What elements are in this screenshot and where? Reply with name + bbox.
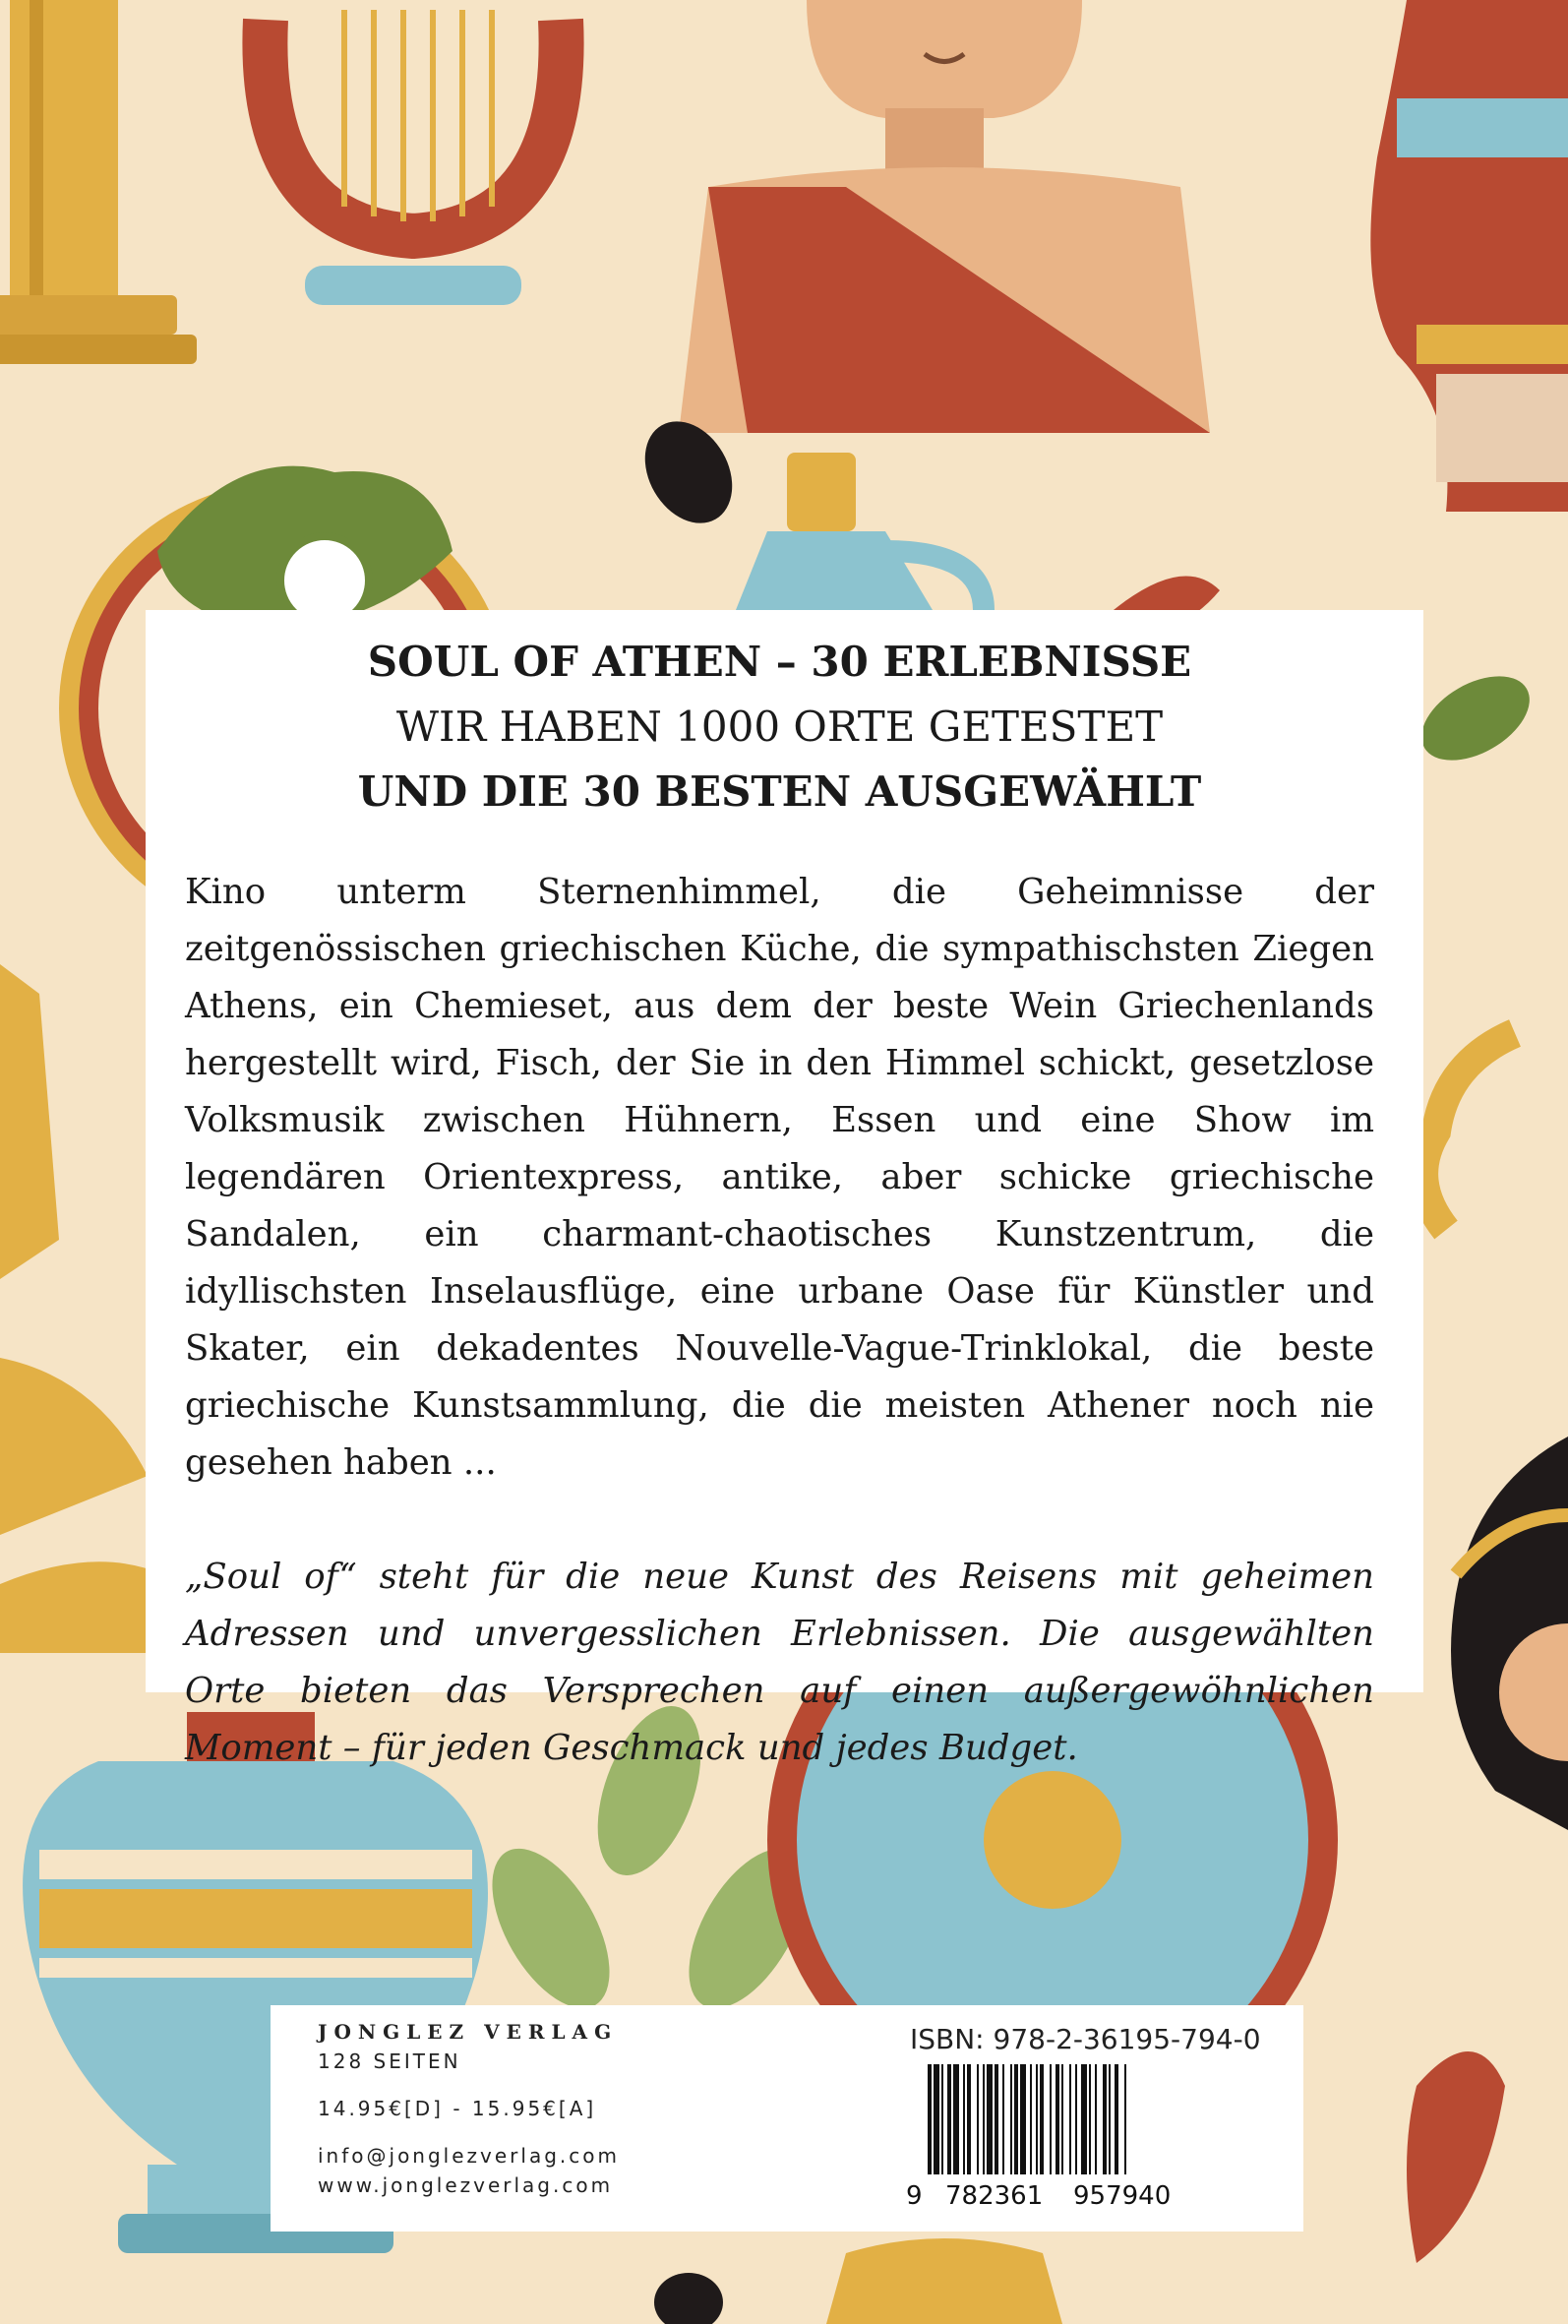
publisher-details	[318, 2017, 620, 2200]
barcode-bar	[987, 2064, 993, 2174]
barcode-bar	[967, 2064, 971, 2174]
barcode-bar	[947, 2064, 951, 2174]
helmet-illustration	[0, 964, 148, 1535]
oil-bottle-illustration	[728, 453, 984, 630]
barcode-bar	[1050, 2064, 1052, 2174]
barcode-bar	[1095, 2064, 1097, 2174]
barcode-group-right: 957940	[1073, 2181, 1172, 2211]
headline-subtitle: WIR HABEN 1000 ORTE GETESTET	[395, 703, 1164, 751]
woman-illustration	[1451, 1437, 1568, 1830]
barcode-bar	[1109, 2064, 1111, 2174]
barcode-bar	[1081, 2064, 1087, 2174]
barcode-digit-first: 9	[906, 2181, 923, 2211]
headline-subtitle-bold: UND DIE 30 BESTEN AUSGEWÄHLT	[357, 767, 1202, 816]
barcode-bar	[1010, 2064, 1012, 2174]
publisher-website: www.jonglezverlag.com	[318, 2173, 614, 2197]
isbn-barcode	[906, 2064, 1201, 2212]
publisher-name: JONGLEZ VERLAG	[318, 2020, 619, 2044]
barcode-bar	[1030, 2064, 1032, 2174]
barcode-bar	[953, 2064, 959, 2174]
barcode-bar	[977, 2064, 979, 2174]
barcode-bar	[1061, 2064, 1063, 2174]
barcode-bar	[995, 2064, 998, 2174]
bust-illustration	[679, 0, 1210, 433]
barcode-bar	[1020, 2064, 1026, 2174]
barcode-bar	[963, 2064, 965, 2174]
leaf-illustration-2	[1407, 2051, 1505, 2263]
barcode-bar	[1036, 2064, 1038, 2174]
description-text: Kino unterm Sternenhimmel, die Geheimnisse der zeitgenössischen griechischen Küche, die sympathischsten Ziegen Athens, ein Chemieset, aus dem der beste Wein Griechenlands hergestellt wird, Fisch, der Sie in den Himmel schickt, gesetzlose Volksmusik zwischen Hühnern, Essen und eine Show im legendären Orientexpress, antike, aber schicke griechische Sandalen, ein charmant-chaotisches Kunstzentrum, die idyllischsten Inselausflüge, eine urbane Oase für Künstler und Skater, ein dekadentes Nouvelle-Vague-Trinklokal, die beste griechische Kunstsammlung, die die meisten Athener noch nie gesehen haben ...	[185, 872, 1374, 1483]
barcode-bar	[1115, 2064, 1118, 2174]
publisher-info-box	[271, 2005, 1303, 2232]
olive-illustration-2	[654, 2273, 723, 2324]
barcode-bar	[941, 2064, 943, 2174]
barcode-bar	[1069, 2064, 1071, 2174]
barcode-bar	[1075, 2064, 1077, 2174]
barcode-bar	[1014, 2064, 1018, 2174]
barcode-bar	[1124, 2064, 1126, 2174]
barcode-group-left: 782361	[945, 2181, 1044, 2211]
barcode-bar	[934, 2064, 939, 2174]
headline-title: SOUL OF ATHEN – 30 ERLEBNISSE	[367, 638, 1192, 686]
back-cover-text-panel	[146, 610, 1423, 1768]
barcode-bar	[1089, 2064, 1091, 2174]
barcode-bar	[928, 2064, 932, 2174]
vase-illustration	[1370, 0, 1568, 512]
head-illustration	[826, 2238, 1062, 2324]
price: 14.95€[D] - 15.95€[A]	[318, 2097, 597, 2120]
tagline-text: „Soul of“ steht für die neue Kunst des Reisens mit geheimen Adressen und unvergesslichen Erlebnissen. Die ausgewählten Orte bieten das Versprechen auf einen außergewöhnlichen Moment – für jeden Geschmack und jedes Budget.	[185, 1557, 1374, 1768]
isbn-label: ISBN: 978-2-36195-794-0	[910, 2023, 1261, 2055]
barcode-bar	[1103, 2064, 1107, 2174]
page-count: 128 SEITEN	[318, 2049, 461, 2073]
lyre-illustration	[265, 10, 561, 305]
barcode-bar	[983, 2064, 985, 2174]
barcode-bar	[1002, 2064, 1004, 2174]
barcode-bar	[1040, 2064, 1044, 2174]
column-illustration	[0, 0, 197, 364]
publisher-email: info@jonglezverlag.com	[318, 2144, 620, 2168]
barcode-bar	[1055, 2064, 1059, 2174]
